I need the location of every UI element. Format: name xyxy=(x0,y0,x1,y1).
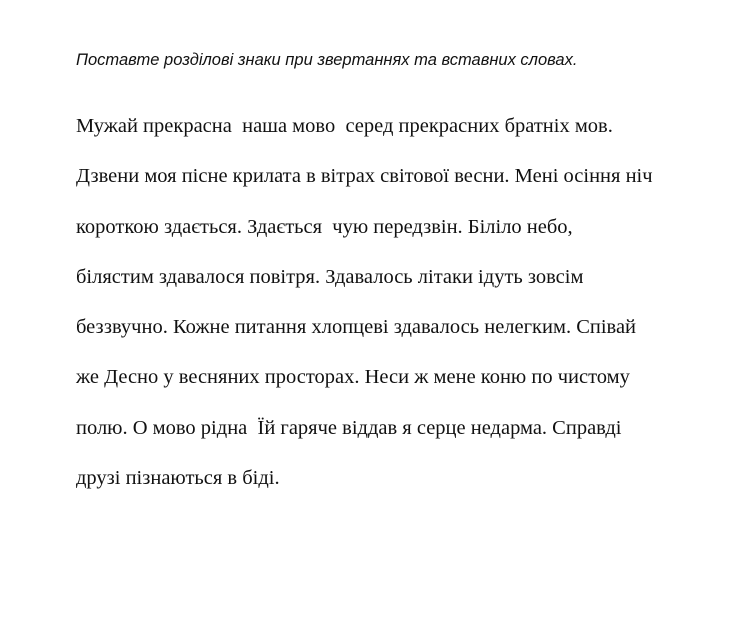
text-line: Мужай прекрасна наша мово серед прекрасних братніх мов. xyxy=(76,115,613,137)
text-line: беззвучно. Кожне питання хлопцеві здавалось нелегким. Співай xyxy=(76,316,637,339)
text-line: полю. О мово рідна Їй гаряче віддав я серце недарма. Справді xyxy=(76,416,622,439)
text-line: короткою здається. Здається чую передзвін. Біліло небо, xyxy=(76,215,573,238)
text-line: же Десно у весняних просторах. Неси ж мене коню по чистому xyxy=(76,366,630,389)
text-line: Дзвени моя пісне крилата в вітрах світової весни. Мені осіння ніч xyxy=(76,165,653,188)
exercise-instruction: Поставте розділові знаки при звертаннях та вставних словах. xyxy=(76,51,578,69)
text-line: білястим здавалося повітря. Здавалось літаки ідуть зовсім xyxy=(76,265,584,288)
exercise-text xyxy=(76,111,736,513)
text-line: друзі пізнаються в біді. xyxy=(76,467,280,490)
